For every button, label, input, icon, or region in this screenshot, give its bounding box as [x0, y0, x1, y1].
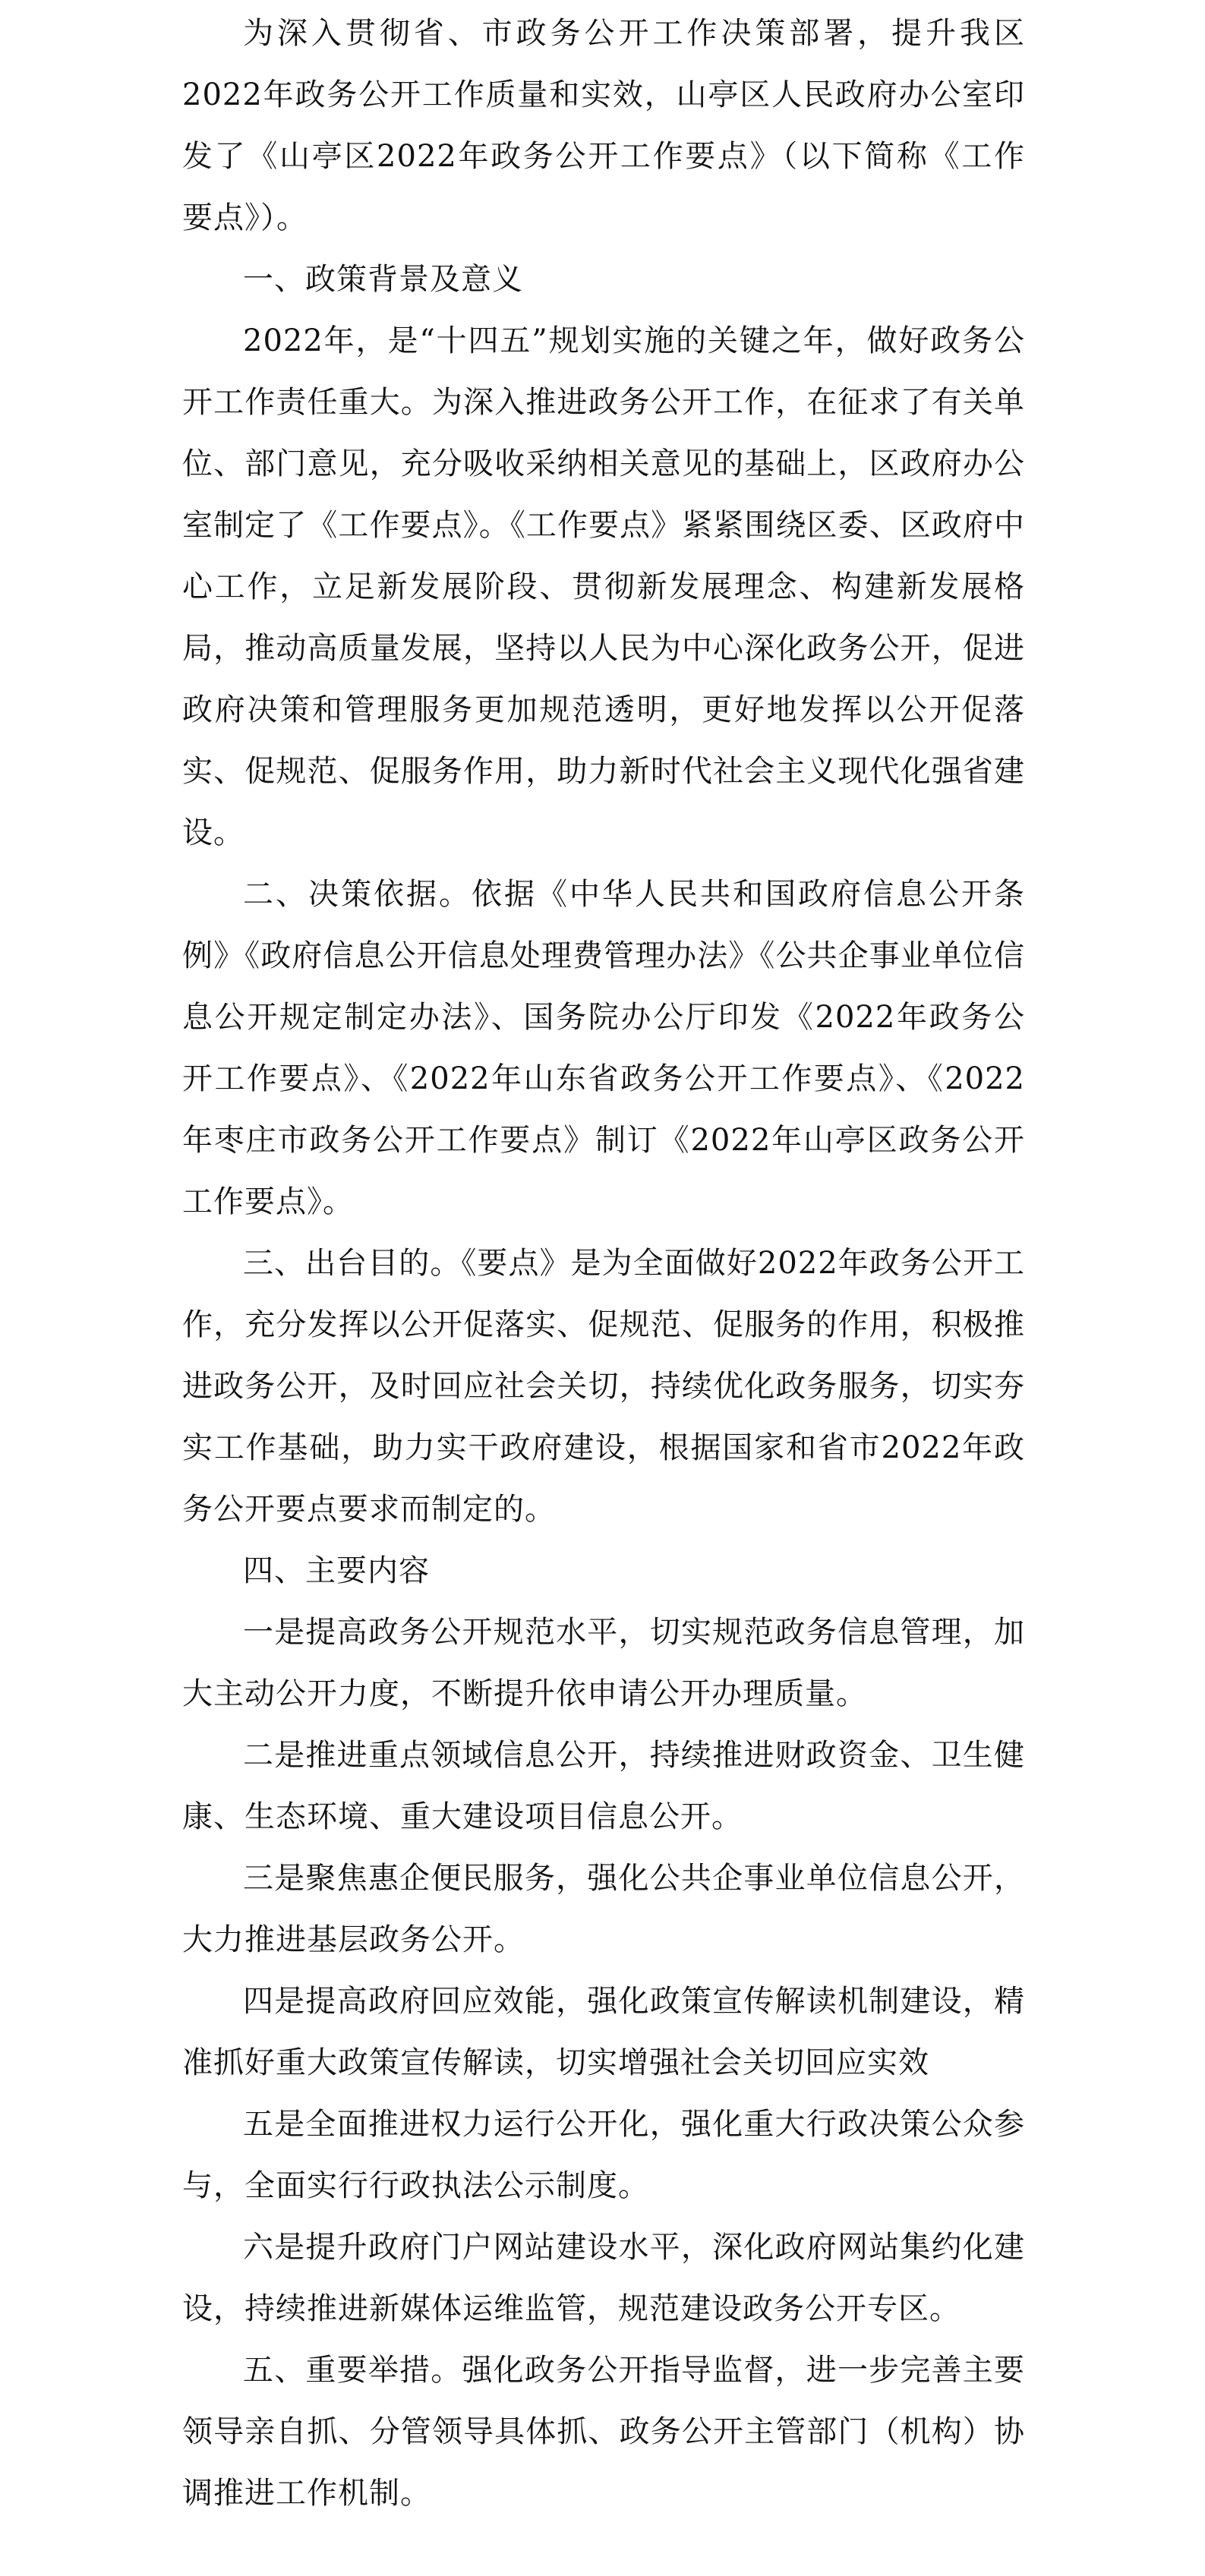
document-body: [182, 0, 1025, 2524]
paragraph-point-5: 五是全面推进权力运行公开化，强化重大行政决策公众参与，全面实行行政执法公示制度。: [182, 2107, 1025, 2203]
paragraph-point-1: 一是提高政务公开规范水平，切实规范政务信息管理，加大主动公开力度，不断提升依申请公开办理质量。: [182, 1615, 1025, 1711]
paragraph-point-2: 二是推进重点领域信息公开，持续推进财政资金、卫生健康、生态环境、重大建设项目信息公开。: [182, 1738, 1025, 1834]
paragraph-decision-basis: 二、决策依据。依据《中华人民共和国政府信息公开条例》《政府信息公开信息处理费管理办法》《公共企事业单位信息公开规定制定办法》、国务院办公厅印发《2022年政务公开工作要点》、《2022年山东省政务公开工作要点》、《2022年枣庄市政务公开工作要点》制订《2022年山亭区政务公开工作要点》。: [182, 877, 1025, 1219]
paragraph-purpose: 三、出台目的。《要点》是为全面做好2022年政务公开工作，充分发挥以公开促落实、促规范、促服务的作用，积极推进政务公开，及时回应社会关切，持续优化政务服务，切实夯实工作基础，助力实干政府建设，根据国家和省市2022年政务公开要点要求而制定的。: [182, 1246, 1025, 1527]
heading-main-content: 四、主要内容: [243, 1553, 430, 1588]
paragraph-point-3: 三是聚焦惠企便民服务，强化公共企事业单位信息公开，大力推进基层政务公开。: [182, 1861, 1025, 1957]
heading-policy-background: 一、政策背景及意义: [243, 262, 523, 297]
paragraph-policy-background: 2022年，是“十四五”规划实施的关键之年，做好政务公开工作责任重大。为深入推进政务公开工作，在征求了有关单位、部门意见，充分吸收采纳相关意见的基础上，区政府办公室制定了《工作要点》。《工作要点》紧紧围绕区委、区政府中心工作，立足新发展阶段、贯彻新发展理念、构建新发展格局，推动高质量发展，坚持以人民为中心深化政务公开，促进政府决策和管理服务更加规范透明，更好地发挥以公开促落实、促规范、促服务作用，助力新时代社会主义现代化强省建设。: [182, 323, 1025, 850]
paragraph-point-6: 六是提升政府门户网站建设水平，深化政府网站集约化建设，持续推进新媒体运维监管，规范建设政务公开专区。: [182, 2230, 1025, 2326]
paragraph-intro: 为深入贯彻省、市政务公开工作决策部署，提升我区2022年政务公开工作质量和实效，山亭区人民政府办公室印发了《山亭区2022年政务公开工作要点》（以下简称《工作要点》）。: [182, 16, 1025, 235]
paragraph-key-measures: 五、重要举措。强化政务公开指导监督，进一步完善主要领导亲自抓、分管领导具体抓、政务公开主管部门（机构）协调推进工作机制。: [182, 2353, 1025, 2511]
paragraph-point-4: 四是提高政府回应效能，强化政策宣传解读机制建设，精准抓好重大政策宣传解读，切实增强社会关切回应实效: [182, 1984, 1025, 2080]
